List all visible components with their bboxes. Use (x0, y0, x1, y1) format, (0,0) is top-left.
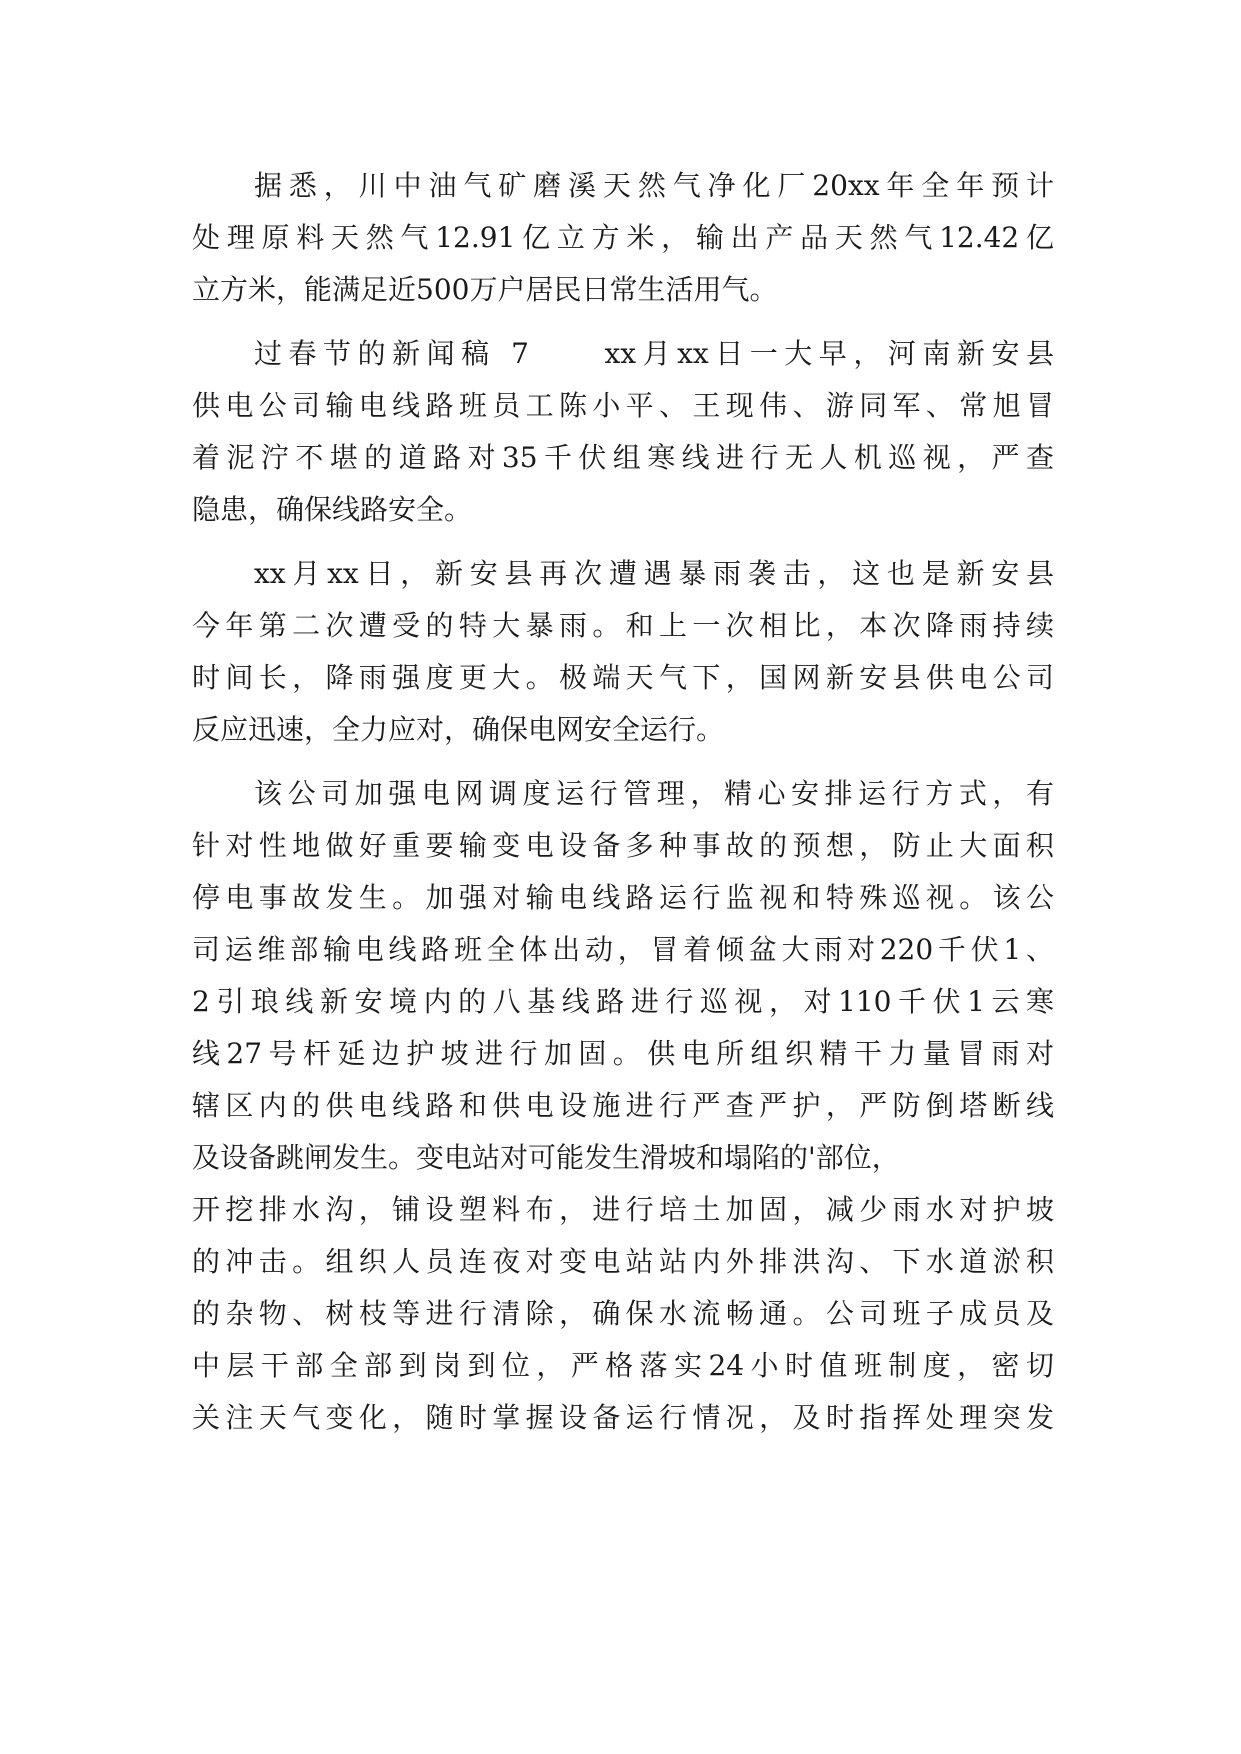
text-line: 中层干部全部到岗到位，严格落实24小时值班制度，密切 (192, 1349, 1054, 1382)
text-line: 2引琅线新安境内的八基线路进行巡视，对110千伏1云寒 (192, 985, 1054, 1018)
paragraph-3 (192, 548, 1054, 756)
text-line: 关注天气变化，随时掌握设备运行情况，及时指挥处理突发 (192, 1401, 1054, 1434)
text-line: 过春节的新闻稿 7 xx月xx日一大早，河南新安县 (254, 337, 1054, 370)
text-line: 今年第二次遭受的特大暴雨。和上一次相比，本次降雨持续 (192, 609, 1054, 642)
text-line: 处理原料天然气12.91亿立方米，输出产品天然气12.42亿 (192, 221, 1054, 254)
paragraph-4 (192, 768, 1054, 1444)
text-line: 立方米，能满足近500万户居民日常生活用气。 (192, 273, 778, 306)
text-line: 隐患，确保线路安全。 (192, 493, 473, 526)
text-line: 供电公司输电线路班员工陈小平、王现伟、游同军、常旭冒 (192, 389, 1054, 422)
text-line: 的冲击。组织人员连夜对变电站站内外排洪沟、下水道淤积 (192, 1245, 1054, 1278)
text-line: 开挖排水沟，铺设塑料布，进行培土加固，减少雨水对护坡 (192, 1193, 1054, 1226)
text-line: 该公司加强电网调度运行管理，精心安排运行方式，有 (254, 777, 1054, 810)
paragraph-2 (192, 328, 1054, 536)
text-line: 的杂物、树枝等进行清除，确保水流畅通。公司班子成员及 (192, 1297, 1054, 1330)
text-line: 停电事故发生。加强对输电线路运行监视和特殊巡视。该公 (192, 881, 1054, 914)
text-line: 着泥泞不堪的道路对35千伏组寒线进行无人机巡视，严查 (192, 441, 1054, 474)
text-line: 反应迅速，全力应对，确保电网安全运行。 (192, 713, 725, 746)
text-line: 及设备跳闸发生。变电站对可能发生滑坡和塌陷的'部位， (192, 1141, 900, 1174)
text-line: 针对性地做好重要输变电设备多种事故的预想，防止大面积 (192, 829, 1054, 862)
text-line: 司运维部输电线路班全体出动，冒着倾盆大雨对220千伏1、 (192, 933, 1054, 966)
paragraph-1 (192, 160, 1054, 316)
document-body (192, 160, 1054, 1444)
text-line: 辖区内的供电线路和供电设施进行严查严护，严防倒塔断线 (192, 1089, 1054, 1122)
text-line: 时间长，降雨强度更大。极端天气下，国网新安县供电公司 (192, 661, 1054, 694)
text-line: xx月xx日，新安县再次遭遇暴雨袭击，这也是新安县 (254, 557, 1054, 590)
text-line: 据悉，川中油气矿磨溪天然气净化厂20xx年全年预计 (254, 169, 1054, 202)
text-line: 线27号杆延边护坡进行加固。供电所组织精干力量冒雨对 (192, 1037, 1054, 1070)
